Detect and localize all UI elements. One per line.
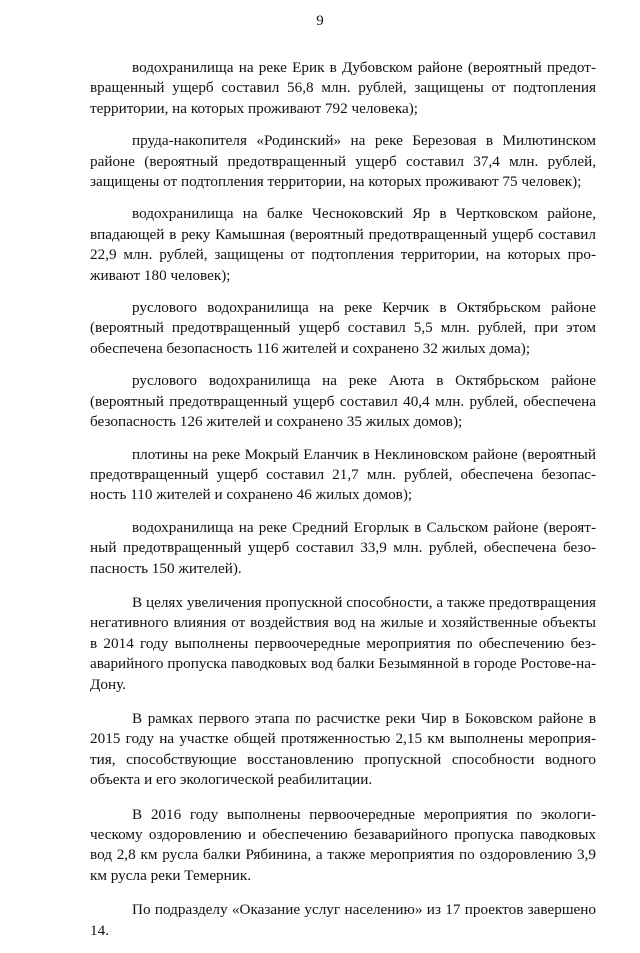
paragraph-chesnokovsky-reservoir: водохранилища на балке Чесноковский Яр в Чертковском районе, впадающей в реку Камышная (вероятный предотвращенный ущерб составил 22,9 млн. рублей, защищены от подтопления территории, на которых проживают 180 человек); xyxy=(90,205,596,284)
paragraph-ayuta-reservoir: руслового водохранилища на реке Аюта в Октябрьском районе (вероятный предотвращенный ущерб составил 40,4 млн. рублей, обеспечена безопасность 126 жителей и сохранено 35 жилых домов); xyxy=(90,372,596,431)
paragraph-erik-reservoir: водохранилища на реке Ерик в Дубовском районе (вероятный предотвращенный ущерб составил 56,8 млн. рублей, защищены от подтопления территории, на которых проживают 792 человека); xyxy=(90,59,596,117)
paragraph-sredny-egorlyk-reservoir: водохранилища на реке Средний Егорлык в Сальском районе (вероятный предотвращенный ущерб составил 33,9 млн. рублей, обеспечена безопасность 150 жителей). xyxy=(90,518,596,577)
paragraph-rodinsky-pond: пруда-накопителя «Родинский» на реке Березовая в Милютинском районе (вероятный предотвращенный ущерб составил 37,4 млн. рублей, защищены от подтопления территории, на которых проживают 75 человек); xyxy=(90,132,596,191)
document-body xyxy=(90,58,596,953)
paragraph-chir-river: В рамках первого этапа по расчистке реки Чир в Боковском районе в 2015 году на участке общей протяженностью 2,15 км выполнены мероприятия, способствующие восстановлению пропускной способности водного объекта и его экологической реабилитации. xyxy=(90,709,596,789)
paragraph-bezymyannaya-gully: В целях увеличения пропускной способности, а также предотвращения негативного влияния от воздействия вод на жилые и хозяйственные объекты в 2014 году выполнены первоочередные мероприятия по обеспечению безаварийного пропуска паводковых вод балки Безымянной в городе Ростове-на-Дону. xyxy=(90,593,596,693)
paragraph-kerchik-reservoir: руслового водохранилища на реке Керчик в Октябрьском районе (вероятный предотвращенный ущерб составил 5,5 млн. рублей, при этом обеспечена безопасность 116 жителей и сохранено 32 жилых дома); xyxy=(90,299,596,357)
paragraph-services-subsection: По подразделу «Оказание услуг населению» из 17 проектов завершено 14. xyxy=(90,901,596,939)
page-number: 9 xyxy=(316,13,324,29)
paragraph-2016-measures: В 2016 году выполнены первоочередные мероприятия по экологическому оздоровлению и обеспечению безаварийного пропуска паводковых вод 2,8 км русла балки Рябинина, а также мероприятия по оздоровлению 3,9 км русла реки Темерник. xyxy=(90,805,596,884)
paragraph-mokry-elanchik-dam: плотины на реке Мокрый Еланчик в Неклиновском районе (вероятный предотвращенный ущерб составил 21,7 млн. рублей, обеспечена безопасность 110 жителей и сохранено 46 жилых домов); xyxy=(90,445,596,504)
